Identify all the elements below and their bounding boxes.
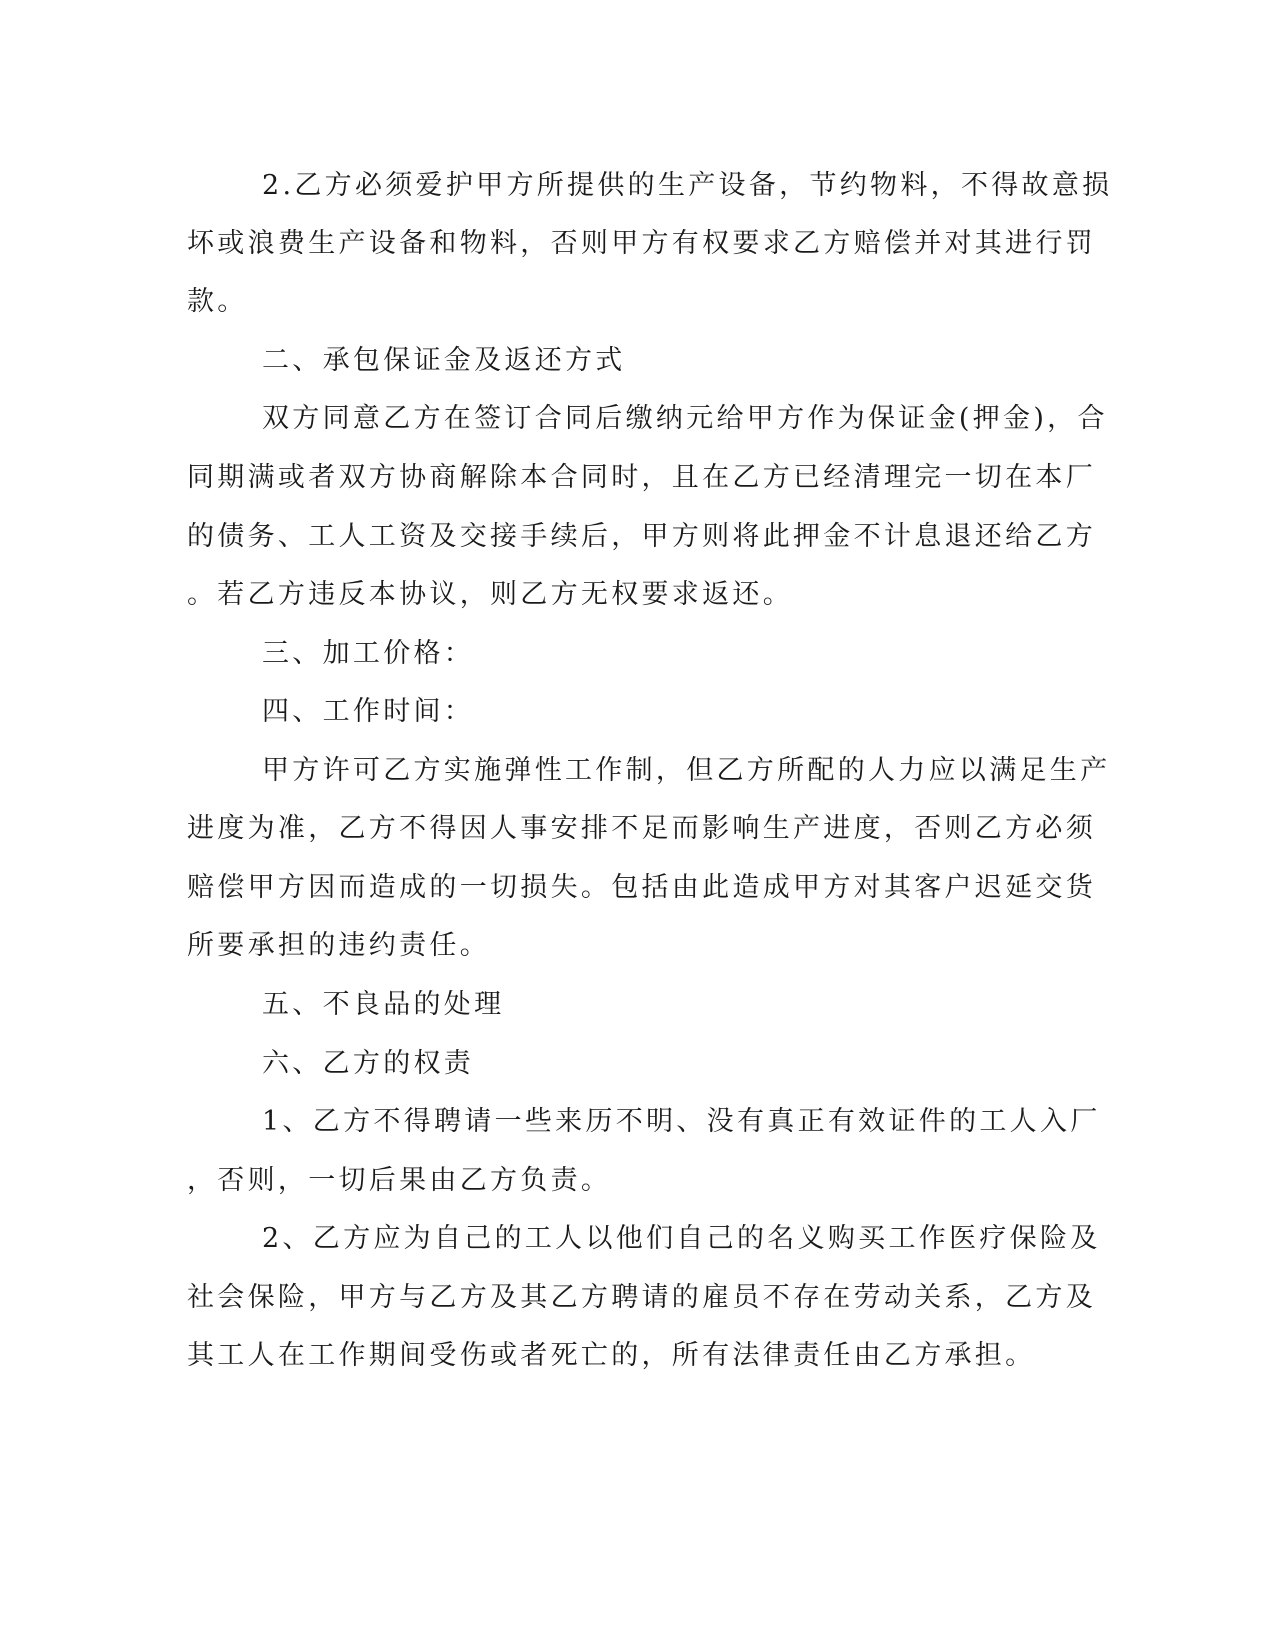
deposit-paragraph-line-4: 。若乙方违反本协议，则乙方无权要求返还。 <box>187 579 793 610</box>
section-4-heading: 四、工作时间： <box>262 696 475 727</box>
item-1-line-2: ，否则，一切后果由乙方负责。 <box>187 1165 612 1196</box>
item-2-line-3: 其工人在工作期间受伤或者死亡的，所有法律责任由乙方承担。 <box>187 1340 1036 1371</box>
item-2-line-1: 2、乙方应为自己的工人以他们自己的名义购买工作医疗保险及 <box>262 1223 1101 1254</box>
worktime-paragraph-line-4: 所要承担的违约责任。 <box>187 930 490 961</box>
clause-2-line-3: 款。 <box>187 286 248 317</box>
worktime-paragraph-line-3: 赔偿甲方因而造成的一切损失。包括由此造成甲方对其客户迟延交货 <box>187 872 1096 903</box>
item-1-line-1: 1、乙方不得聘请一些来历不明、没有真正有效证件的工人入厂 <box>262 1106 1101 1137</box>
clause-2-line-1: 2.乙方必须爱护甲方所提供的生产设备，节约物料，不得故意损 <box>262 170 1113 201</box>
deposit-paragraph-line-2: 同期满或者双方协商解除本合同时，且在乙方已经清理完一切在本厂 <box>187 462 1096 493</box>
deposit-paragraph-line-1: 双方同意乙方在签订合同后缴纳元给甲方作为保证金(押金)，合 <box>262 403 1108 434</box>
worktime-paragraph-line-2: 进度为准，乙方不得因人事安排不足而影响生产进度，否则乙方必须 <box>187 813 1096 844</box>
section-5-heading: 五、不良品的处理 <box>262 989 505 1020</box>
section-6-heading: 六、乙方的权责 <box>262 1048 475 1079</box>
section-3-heading: 三、加工价格： <box>262 638 475 669</box>
clause-2-line-2: 坏或浪费生产设备和物料，否则甲方有权要求乙方赔偿并对其进行罚 <box>187 228 1096 259</box>
item-2-line-2: 社会保险，甲方与乙方及其乙方聘请的雇员不存在劳动关系，乙方及 <box>187 1282 1096 1313</box>
deposit-paragraph-line-3: 的债务、工人工资及交接手续后，甲方则将此押金不计息退还给乙方 <box>187 521 1096 552</box>
section-2-heading: 二、承包保证金及返还方式 <box>262 345 626 376</box>
worktime-paragraph-line-1: 甲方许可乙方实施弹性工作制，但乙方所配的人力应以满足生产 <box>262 755 1111 786</box>
